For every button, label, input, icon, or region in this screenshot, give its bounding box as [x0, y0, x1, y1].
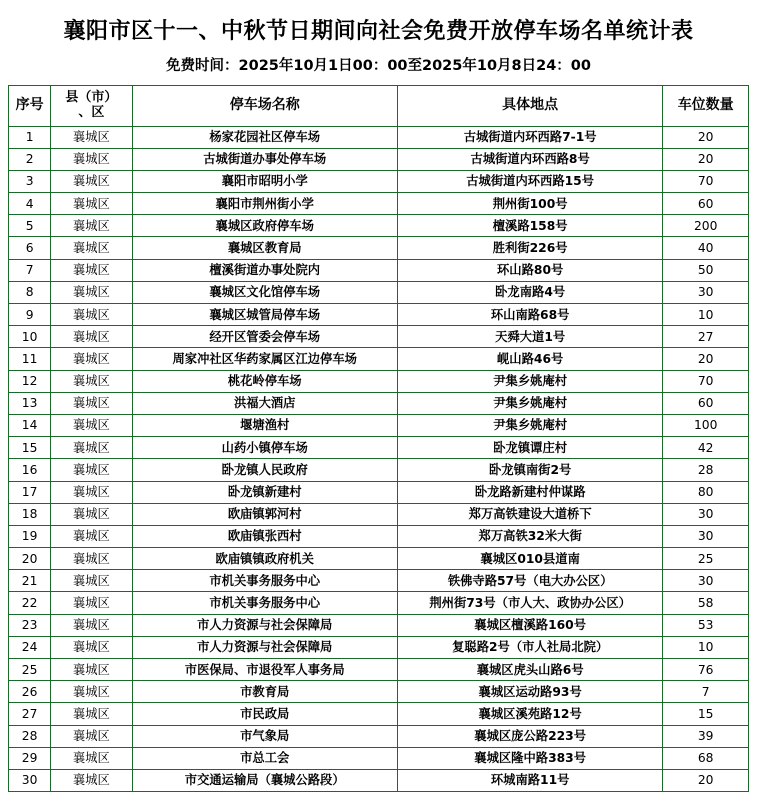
cell-name: 檀溪街道办事处院内 — [132, 259, 397, 281]
column-header-count: 车位数量 — [663, 85, 749, 126]
cell-count: 10 — [663, 304, 749, 326]
cell-name: 欧庙镇镇政府机关 — [132, 548, 397, 570]
column-header-index: 序号 — [9, 85, 51, 126]
table-row — [9, 170, 749, 192]
cell-district: 襄城区 — [51, 392, 132, 414]
column-header-address: 具体地点 — [397, 85, 662, 126]
cell-name: 襄城区文化馆停车场 — [132, 281, 397, 303]
cell-address: 襄城区虎头山路6号 — [397, 659, 662, 681]
cell-name: 襄城区教育局 — [132, 237, 397, 259]
column-header-district-line2: 、区 — [51, 106, 131, 120]
cell-name: 襄阳市荆州街小学 — [132, 193, 397, 215]
cell-district: 襄城区 — [51, 259, 132, 281]
cell-district: 襄城区 — [51, 326, 132, 348]
table-row — [9, 681, 749, 703]
cell-name: 卧龙镇新建村 — [132, 481, 397, 503]
cell-address: 尹集乡姚庵村 — [397, 414, 662, 436]
cell-address: 郑万高铁32米大街 — [397, 525, 662, 547]
cell-index: 23 — [9, 614, 51, 636]
cell-name: 市总工会 — [132, 747, 397, 769]
cell-name: 欧庙镇张西村 — [132, 525, 397, 547]
cell-address: 尹集乡姚庵村 — [397, 370, 662, 392]
cell-index: 27 — [9, 703, 51, 725]
cell-count: 50 — [663, 259, 749, 281]
cell-name: 周家冲社区华药家属区江边停车场 — [132, 348, 397, 370]
cell-index: 24 — [9, 636, 51, 658]
cell-index: 1 — [9, 126, 51, 148]
cell-district: 襄城区 — [51, 170, 132, 192]
table-row — [9, 503, 749, 525]
column-header-district-line1: 县（市） — [51, 91, 131, 105]
column-header-name: 停车场名称 — [132, 85, 397, 126]
cell-count: 25 — [663, 548, 749, 570]
table-row — [9, 592, 749, 614]
cell-district: 襄城区 — [51, 126, 132, 148]
cell-address: 岘山路46号 — [397, 348, 662, 370]
cell-address: 襄城区庞公路223号 — [397, 725, 662, 747]
cell-index: 9 — [9, 304, 51, 326]
cell-index: 8 — [9, 281, 51, 303]
cell-index: 30 — [9, 769, 51, 791]
cell-index: 13 — [9, 392, 51, 414]
cell-district: 襄城区 — [51, 237, 132, 259]
cell-index: 4 — [9, 193, 51, 215]
table-row — [9, 725, 749, 747]
cell-district: 襄城区 — [51, 747, 132, 769]
cell-name: 洪福大酒店 — [132, 392, 397, 414]
cell-index: 28 — [9, 725, 51, 747]
cell-index: 7 — [9, 259, 51, 281]
cell-address: 复聪路2号（市人社局北院） — [397, 636, 662, 658]
cell-district: 襄城区 — [51, 592, 132, 614]
cell-district: 襄城区 — [51, 437, 132, 459]
cell-name: 桃花岭停车场 — [132, 370, 397, 392]
cell-district: 襄城区 — [51, 370, 132, 392]
cell-count: 27 — [663, 326, 749, 348]
cell-district: 襄城区 — [51, 548, 132, 570]
table-header — [9, 85, 749, 126]
cell-district: 襄城区 — [51, 503, 132, 525]
cell-name: 山药小镇停车场 — [132, 437, 397, 459]
cell-name: 市交通运输局（襄城公路段） — [132, 769, 397, 791]
cell-count: 30 — [663, 525, 749, 547]
cell-index: 19 — [9, 525, 51, 547]
cell-index: 26 — [9, 681, 51, 703]
cell-index: 3 — [9, 170, 51, 192]
cell-count: 39 — [663, 725, 749, 747]
cell-address: 胜利街226号 — [397, 237, 662, 259]
table-row — [9, 747, 749, 769]
cell-index: 2 — [9, 148, 51, 170]
cell-district: 襄城区 — [51, 148, 132, 170]
cell-district: 襄城区 — [51, 703, 132, 725]
cell-district: 襄城区 — [51, 414, 132, 436]
cell-index: 11 — [9, 348, 51, 370]
table-row — [9, 548, 749, 570]
cell-index: 10 — [9, 326, 51, 348]
table-body — [9, 126, 749, 792]
cell-address: 襄城区010县道南 — [397, 548, 662, 570]
cell-count: 15 — [663, 703, 749, 725]
cell-address: 铁佛寺路57号（电大办公区） — [397, 570, 662, 592]
cell-count: 28 — [663, 459, 749, 481]
page-subtitle: 免费时间：2025年10月1日00：00至2025年10月8日24：00 — [8, 54, 749, 75]
table-row — [9, 769, 749, 791]
cell-address: 卧龙镇谭庄村 — [397, 437, 662, 459]
table-row — [9, 237, 749, 259]
cell-district: 襄城区 — [51, 481, 132, 503]
cell-district: 襄城区 — [51, 614, 132, 636]
table-row — [9, 148, 749, 170]
cell-address: 荆州街100号 — [397, 193, 662, 215]
table-row — [9, 348, 749, 370]
cell-address: 卧龙南路4号 — [397, 281, 662, 303]
cell-address: 古城街道内环西路15号 — [397, 170, 662, 192]
cell-address: 卧龙路新建村仲谋路 — [397, 481, 662, 503]
cell-count: 30 — [663, 281, 749, 303]
table-row — [9, 614, 749, 636]
cell-district: 襄城区 — [51, 193, 132, 215]
table-row — [9, 570, 749, 592]
cell-index: 5 — [9, 215, 51, 237]
cell-index: 22 — [9, 592, 51, 614]
cell-count: 80 — [663, 481, 749, 503]
cell-index: 14 — [9, 414, 51, 436]
cell-address: 襄城区溪苑路12号 — [397, 703, 662, 725]
cell-district: 襄城区 — [51, 725, 132, 747]
cell-district: 襄城区 — [51, 525, 132, 547]
cell-address: 环山南路68号 — [397, 304, 662, 326]
cell-index: 6 — [9, 237, 51, 259]
cell-count: 76 — [663, 659, 749, 681]
cell-count: 42 — [663, 437, 749, 459]
cell-count: 60 — [663, 193, 749, 215]
cell-count: 30 — [663, 570, 749, 592]
cell-count: 70 — [663, 370, 749, 392]
cell-count: 200 — [663, 215, 749, 237]
cell-district: 襄城区 — [51, 215, 132, 237]
cell-name: 经开区管委会停车场 — [132, 326, 397, 348]
cell-district: 襄城区 — [51, 304, 132, 326]
cell-name: 市气象局 — [132, 725, 397, 747]
cell-address: 襄城区檀溪路160号 — [397, 614, 662, 636]
table-row — [9, 703, 749, 725]
cell-name: 古城街道办事处停车场 — [132, 148, 397, 170]
table-row — [9, 481, 749, 503]
cell-name: 襄阳市昭明小学 — [132, 170, 397, 192]
cell-count: 68 — [663, 747, 749, 769]
cell-district: 襄城区 — [51, 769, 132, 791]
cell-index: 17 — [9, 481, 51, 503]
cell-district: 襄城区 — [51, 681, 132, 703]
cell-count: 20 — [663, 126, 749, 148]
cell-district: 襄城区 — [51, 659, 132, 681]
cell-count: 20 — [663, 769, 749, 791]
cell-index: 29 — [9, 747, 51, 769]
cell-district: 襄城区 — [51, 570, 132, 592]
cell-count: 53 — [663, 614, 749, 636]
cell-name: 堰塘渔村 — [132, 414, 397, 436]
table-row — [9, 636, 749, 658]
cell-index: 12 — [9, 370, 51, 392]
table-row — [9, 281, 749, 303]
table-header-row — [9, 85, 749, 126]
cell-count: 58 — [663, 592, 749, 614]
cell-name: 襄城区政府停车场 — [132, 215, 397, 237]
cell-name: 市医保局、市退役军人事务局 — [132, 659, 397, 681]
cell-index: 25 — [9, 659, 51, 681]
cell-count: 100 — [663, 414, 749, 436]
cell-address: 郑万高铁建设大道桥下 — [397, 503, 662, 525]
cell-index: 15 — [9, 437, 51, 459]
cell-district: 襄城区 — [51, 348, 132, 370]
cell-name: 市人力资源与社会保障局 — [132, 636, 397, 658]
table-row — [9, 126, 749, 148]
cell-address: 檀溪路158号 — [397, 215, 662, 237]
table-row — [9, 259, 749, 281]
cell-count: 20 — [663, 348, 749, 370]
cell-index: 18 — [9, 503, 51, 525]
cell-name: 市民政局 — [132, 703, 397, 725]
cell-name: 卧龙镇人民政府 — [132, 459, 397, 481]
cell-count: 60 — [663, 392, 749, 414]
cell-address: 古城街道内环西路7-1号 — [397, 126, 662, 148]
cell-count: 20 — [663, 148, 749, 170]
cell-count: 70 — [663, 170, 749, 192]
cell-count: 10 — [663, 636, 749, 658]
cell-address: 荆州街73号（市人大、政协办公区） — [397, 592, 662, 614]
cell-name: 欧庙镇郭河村 — [132, 503, 397, 525]
cell-address: 古城街道内环西路8号 — [397, 148, 662, 170]
cell-district: 襄城区 — [51, 459, 132, 481]
cell-name: 市人力资源与社会保障局 — [132, 614, 397, 636]
cell-address: 襄城区运动路93号 — [397, 681, 662, 703]
table-row — [9, 193, 749, 215]
table-row — [9, 437, 749, 459]
cell-name: 市教育局 — [132, 681, 397, 703]
cell-address: 天舜大道1号 — [397, 326, 662, 348]
parking-lot-table — [8, 85, 749, 792]
cell-index: 20 — [9, 548, 51, 570]
cell-address: 尹集乡姚庵村 — [397, 392, 662, 414]
cell-address: 环山路80号 — [397, 259, 662, 281]
table-row — [9, 414, 749, 436]
cell-count: 30 — [663, 503, 749, 525]
page-title: 襄阳市区十一、中秋节日期间向社会免费开放停车场名单统计表 — [8, 18, 749, 46]
cell-district: 襄城区 — [51, 636, 132, 658]
cell-name: 市机关事务服务中心 — [132, 592, 397, 614]
table-row — [9, 370, 749, 392]
cell-count: 7 — [663, 681, 749, 703]
table-row — [9, 304, 749, 326]
table-row — [9, 525, 749, 547]
table-row — [9, 392, 749, 414]
cell-address: 环城南路11号 — [397, 769, 662, 791]
cell-address: 襄城区隆中路383号 — [397, 747, 662, 769]
table-row — [9, 326, 749, 348]
table-row — [9, 459, 749, 481]
cell-count: 40 — [663, 237, 749, 259]
cell-name: 襄城区城管局停车场 — [132, 304, 397, 326]
cell-index: 16 — [9, 459, 51, 481]
cell-district: 襄城区 — [51, 281, 132, 303]
cell-name: 市机关事务服务中心 — [132, 570, 397, 592]
cell-name: 杨家花园社区停车场 — [132, 126, 397, 148]
table-row — [9, 215, 749, 237]
cell-index: 21 — [9, 570, 51, 592]
cell-address: 卧龙镇南街2号 — [397, 459, 662, 481]
column-header-district — [51, 85, 132, 126]
title-block — [8, 0, 749, 75]
table-row — [9, 659, 749, 681]
